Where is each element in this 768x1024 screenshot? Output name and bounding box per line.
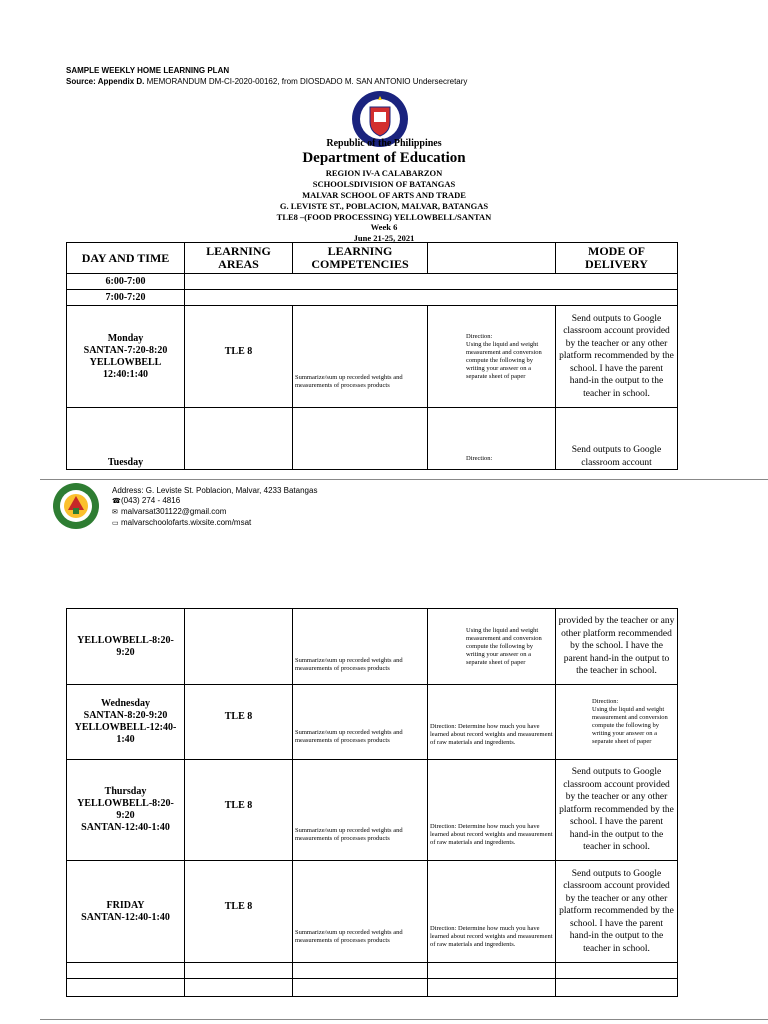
- empty-cell: [185, 290, 678, 306]
- school-logo-icon: [52, 482, 100, 530]
- empty-cell: [293, 979, 428, 997]
- learning-area: TLE 8: [185, 306, 293, 408]
- learning-area: TLE 8: [185, 861, 293, 963]
- letterhead-line: SCHOOLSDIVISION OF BATANGAS: [312, 179, 456, 189]
- empty-cell: [185, 274, 678, 290]
- empty-cell: [556, 979, 678, 997]
- source-line: [66, 77, 467, 86]
- task-text: Using the liquid and weight measurement and conversion compute the following by writing your answer on a separate sheet of paper: [428, 609, 556, 685]
- letterhead-line: MALVAR SCHOOL OF ARTS AND TRADE: [302, 190, 466, 200]
- website-icon: ▭: [112, 520, 119, 527]
- header-tasks: [428, 243, 556, 274]
- source-text: MEMORANDUM DM-CI-2020-00162, from DIOSDADO M. SAN ANTONIO Undersecretary: [144, 77, 468, 86]
- header-day-time: DAY AND TIME: [67, 243, 185, 274]
- empty-cell: [67, 979, 185, 997]
- footer-phone: (043) 274 - 4816: [121, 496, 181, 505]
- mode-of-delivery-text: provided by the teacher or any other platform recommended by the school. I have the parent hand-in the output to the teacher in school.: [556, 609, 678, 685]
- footer-email: malvarsat301122@gmail.com: [121, 507, 227, 516]
- schedule-line: YELLOWBELL: [89, 356, 162, 368]
- source-label: Source: Appendix D.: [66, 77, 145, 86]
- schedule-line: SANTAN-7:20-8:20: [83, 344, 168, 356]
- mode-of-delivery-text: Send outputs to Google classroom account provided by the teacher or any other platform recommended by the school. I have the parent hand-in the output to the teacher in school.: [556, 760, 678, 861]
- page-divider: [40, 1019, 768, 1020]
- time-slot: 6:00-7:00: [67, 274, 185, 290]
- task-text: Direction:: [428, 408, 556, 470]
- date-range: June 21-25, 2021: [353, 233, 415, 243]
- task-text: Direction: Determine how much you have learned about record weights and measurement of raw materials and ingredients.: [428, 760, 556, 861]
- empty-cell: [428, 963, 556, 979]
- page-divider: [40, 479, 768, 480]
- empty-cell: [293, 408, 428, 470]
- thursday-schedule: Thursday YELLOWBELL-8:20-9:20 SANTAN-12:40-1:40: [67, 760, 185, 861]
- empty-cell: [67, 963, 185, 979]
- week-label: Week 6: [370, 222, 398, 232]
- footer-website: malvarschoolofarts.wixsite.com/msat: [121, 518, 252, 527]
- time-slot: 7:00-7:20: [67, 290, 185, 306]
- footer-contact: [112, 486, 317, 529]
- republic-line: Republic of the Philippines: [326, 138, 442, 149]
- document-title: SAMPLE WEEKLY HOME LEARNING PLAN: [66, 66, 230, 75]
- competency-text: Summarize/sum up recorded weights and measurements of processes products: [293, 685, 428, 760]
- phone-icon: ☎: [112, 498, 121, 505]
- friday-schedule: FRIDAY SANTAN-12:40-1:40: [67, 861, 185, 963]
- email-icon: ✉: [112, 509, 118, 516]
- empty-cell: [185, 609, 293, 685]
- task-text: Direction: Using the liquid and weight measurement and conversion compute the following by writing your answer on a separate sheet of paper: [428, 306, 556, 408]
- day-name: Monday: [107, 332, 144, 344]
- task-text: Direction: Determine how much you have learned about record weights and measurement of raw materials and ingredients.: [428, 861, 556, 963]
- footer-website-row: [112, 518, 317, 529]
- learning-plan-table-page2: [66, 608, 678, 997]
- competency-text: Summarize/sum up recorded weights and measurements of processes products: [293, 306, 428, 408]
- empty-cell: [428, 979, 556, 997]
- mode-of-delivery-text: Send outputs to Google classroom account provided by the teacher or any other platform recommended by the school. I have the parent hand-in the output to the teacher in school.: [556, 306, 678, 408]
- learning-plan-table-page1: [66, 242, 678, 470]
- footer-address: Address: G. Leviste St. Poblacion, Malvar, 4233 Batangas: [112, 486, 318, 495]
- footer-phone-row: [112, 496, 317, 507]
- letterhead-line: TLE8 –(FOOD PROCESSING) YELLOWBELL/SANTAN: [276, 212, 492, 222]
- empty-cell: [293, 963, 428, 979]
- competency-text: Summarize/sum up recorded weights and measurements of processes products: [293, 861, 428, 963]
- mode-of-delivery-text: Send outputs to Google classroom account provided by the teacher or any other platform recommended by the school. I have the parent hand-in the output to the teacher in school.: [556, 861, 678, 963]
- empty-cell: [185, 979, 293, 997]
- header-learning-areas: LEARNING AREAS: [185, 243, 293, 274]
- empty-cell: [556, 963, 678, 979]
- footer-email-row: [112, 507, 317, 518]
- schedule-line: 12:40:1:40: [103, 368, 148, 380]
- task-text: Direction: Determine how much you have learned about record weights and measurement of raw materials and ingredients.: [428, 685, 556, 760]
- yellowbell-schedule: YELLOWBELL-8:20-9:20: [67, 609, 185, 685]
- tuesday-schedule: Tuesday: [67, 408, 185, 470]
- empty-cell: [185, 408, 293, 470]
- mode-of-delivery-text: Send outputs to Google classroom account: [556, 408, 678, 470]
- letterhead-line: G. LEVISTE ST., POBLACION, MALVAR, BATANGAS: [279, 201, 489, 211]
- letterhead-line: REGION IV-A CALABARZON: [325, 168, 443, 178]
- mode-of-delivery-text: Direction: Using the liquid and weight measurement and conversion compute the following by writing your answer on a separate sheet of paper: [556, 685, 678, 760]
- competency-text: Summarize/sum up recorded weights and measurements of processes products: [293, 609, 428, 685]
- wednesday-schedule: Wednesday SANTAN-8:20-9:20 YELLOWBELL-12:40-1:40: [67, 685, 185, 760]
- learning-area: TLE 8: [185, 685, 293, 760]
- department-title: Department of Education: [302, 150, 466, 166]
- empty-cell: [185, 963, 293, 979]
- header-learning-competencies: LEARNING COMPETENCIES: [293, 243, 428, 274]
- monday-schedule: [67, 306, 185, 408]
- learning-area: TLE 8: [185, 760, 293, 861]
- competency-text: Summarize/sum up recorded weights and measurements of processes products: [293, 760, 428, 861]
- header-mode-of-delivery: MODE OF DELIVERY: [556, 243, 678, 274]
